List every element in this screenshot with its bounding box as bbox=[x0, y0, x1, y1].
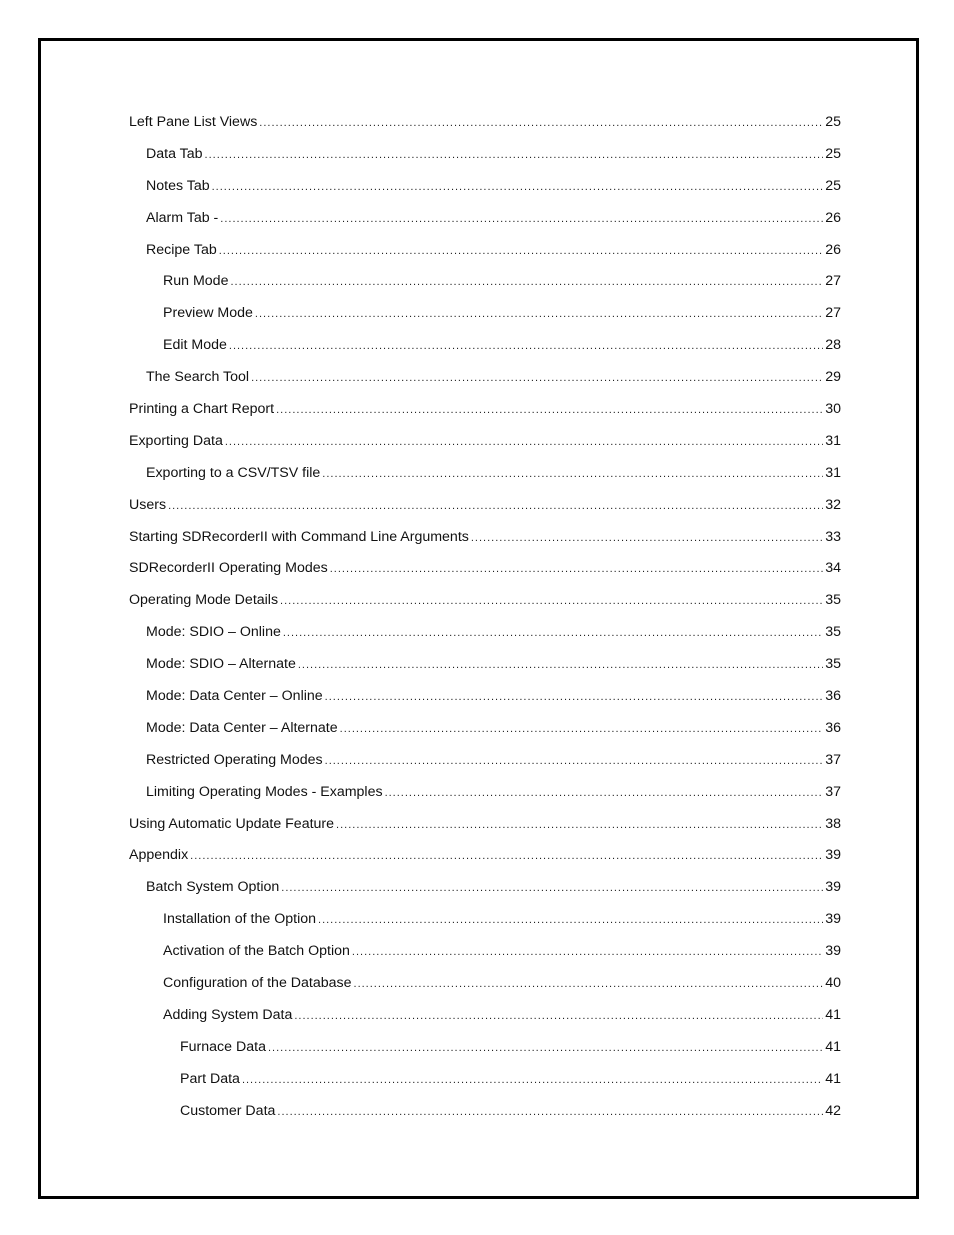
toc-entry-title: Printing a Chart Report bbox=[129, 401, 275, 418]
toc-dot-leader bbox=[322, 463, 823, 485]
toc-entry-page-number: 41 bbox=[825, 1070, 841, 1087]
toc-entry-page-number: 41 bbox=[825, 1038, 841, 1055]
toc-entry-title: Installation of the Option bbox=[163, 911, 317, 928]
toc-entry[interactable] bbox=[129, 749, 841, 781]
toc-entry-page-number: 26 bbox=[825, 241, 841, 258]
toc-entry-page-number: 31 bbox=[825, 432, 841, 449]
toc-entry[interactable] bbox=[129, 940, 841, 972]
toc-entry-title: Users bbox=[129, 496, 167, 513]
toc-entry[interactable] bbox=[129, 462, 841, 494]
toc-entry[interactable] bbox=[129, 1100, 841, 1132]
toc-dot-leader bbox=[229, 335, 823, 357]
toc-dot-leader bbox=[385, 782, 824, 804]
toc-entry-title: Starting SDRecorderII with Command Line Arguments bbox=[129, 528, 469, 545]
toc-entry[interactable] bbox=[129, 366, 841, 398]
toc-dot-leader bbox=[276, 399, 823, 421]
toc-entry-page-number: 30 bbox=[825, 401, 841, 418]
toc-dot-leader bbox=[354, 973, 824, 995]
toc-entry-page-number: 34 bbox=[825, 560, 841, 577]
toc-dot-leader bbox=[205, 144, 824, 166]
toc-entry-page-number: 40 bbox=[825, 975, 841, 992]
toc-dot-leader bbox=[340, 718, 824, 740]
toc-entry[interactable] bbox=[129, 1004, 841, 1036]
toc-entry-title: SDRecorderII Operating Modes bbox=[129, 560, 328, 577]
toc-entry-page-number: 37 bbox=[825, 783, 841, 800]
toc-dot-leader bbox=[471, 527, 823, 549]
toc-entry-title: Data Tab bbox=[146, 145, 203, 162]
toc-entry-page-number: 32 bbox=[825, 496, 841, 513]
toc-dot-leader bbox=[230, 271, 823, 293]
toc-entry-page-number: 25 bbox=[825, 145, 841, 162]
toc-entry[interactable] bbox=[129, 334, 841, 366]
toc-entry[interactable] bbox=[129, 813, 841, 845]
toc-entry-page-number: 27 bbox=[825, 305, 841, 322]
toc-dot-leader bbox=[190, 845, 823, 867]
toc-entry[interactable] bbox=[129, 494, 841, 526]
toc-dot-leader bbox=[268, 1037, 823, 1059]
toc-entry-page-number: 36 bbox=[825, 719, 841, 736]
toc-entry[interactable] bbox=[129, 876, 841, 908]
toc-dot-leader bbox=[325, 750, 824, 772]
toc-entry-page-number: 38 bbox=[825, 815, 841, 832]
toc-entry-page-number: 41 bbox=[825, 1006, 841, 1023]
toc-dot-leader bbox=[336, 814, 823, 836]
toc-entry-page-number: 39 bbox=[825, 911, 841, 928]
toc-entry-page-number: 31 bbox=[825, 464, 841, 481]
toc-entry-title: Appendix bbox=[129, 847, 189, 864]
toc-entry-title: Using Automatic Update Feature bbox=[129, 815, 335, 832]
toc-entry[interactable] bbox=[129, 717, 841, 749]
toc-entry[interactable] bbox=[129, 621, 841, 653]
toc-entry[interactable] bbox=[129, 143, 841, 175]
toc-entry-page-number: 37 bbox=[825, 751, 841, 768]
toc-dot-leader bbox=[280, 590, 823, 612]
toc-entry-title: Configuration of the Database bbox=[163, 975, 352, 992]
toc-entry[interactable] bbox=[129, 685, 841, 717]
toc-dot-leader bbox=[277, 1101, 823, 1123]
toc-dot-leader bbox=[294, 1005, 823, 1027]
toc-entry-title: The Search Tool bbox=[146, 369, 250, 386]
toc-dot-leader bbox=[283, 622, 823, 644]
toc-entry[interactable] bbox=[129, 430, 841, 462]
toc-entry-title: Run Mode bbox=[163, 273, 229, 290]
toc-entry-page-number: 33 bbox=[825, 528, 841, 545]
toc-dot-leader bbox=[281, 877, 823, 899]
toc-entry-page-number: 39 bbox=[825, 847, 841, 864]
toc-entry-title: Mode: SDIO – Alternate bbox=[146, 656, 296, 673]
toc-entry[interactable] bbox=[129, 302, 841, 334]
toc-dot-leader bbox=[225, 431, 823, 453]
toc-entry-title: Activation of the Batch Option bbox=[163, 943, 350, 960]
toc-entry[interactable] bbox=[129, 207, 841, 239]
toc-dot-leader bbox=[330, 558, 824, 580]
toc-entry-title: Notes Tab bbox=[146, 177, 210, 194]
toc-entry[interactable] bbox=[129, 111, 841, 143]
toc-entry[interactable] bbox=[129, 1036, 841, 1068]
toc-dot-leader bbox=[220, 208, 823, 230]
toc-entry-title: Exporting Data bbox=[129, 432, 223, 449]
toc-dot-leader bbox=[168, 495, 823, 517]
toc-entry-title: Furnace Data bbox=[180, 1038, 266, 1055]
toc-dot-leader bbox=[325, 686, 824, 708]
toc-entry-page-number: 39 bbox=[825, 879, 841, 896]
toc-entry[interactable] bbox=[129, 908, 841, 940]
toc-entry-page-number: 25 bbox=[825, 177, 841, 194]
toc-entry[interactable] bbox=[129, 1068, 841, 1100]
toc-entry[interactable] bbox=[129, 589, 841, 621]
toc-dot-leader bbox=[251, 367, 823, 389]
toc-entry[interactable] bbox=[129, 972, 841, 1004]
toc-entry-page-number: 26 bbox=[825, 209, 841, 226]
toc-entry[interactable] bbox=[129, 398, 841, 430]
toc-entry-page-number: 25 bbox=[825, 114, 841, 130]
toc-dot-leader bbox=[352, 941, 823, 963]
toc-entry-title: Operating Mode Details bbox=[129, 592, 279, 609]
toc-dot-leader bbox=[219, 240, 823, 262]
toc-entry-page-number: 35 bbox=[825, 624, 841, 641]
toc-dot-leader bbox=[298, 654, 823, 676]
toc-entry[interactable] bbox=[129, 844, 841, 876]
toc-dot-leader bbox=[318, 909, 823, 931]
toc-entry[interactable] bbox=[129, 526, 841, 558]
toc-entry-title: Alarm Tab - bbox=[146, 209, 219, 226]
toc-entry-title: Mode: SDIO – Online bbox=[146, 624, 281, 641]
toc-entry[interactable] bbox=[129, 239, 841, 271]
toc-entry-page-number: 42 bbox=[825, 1102, 841, 1119]
toc-entry-page-number: 36 bbox=[825, 688, 841, 705]
toc-entry-page-number: 29 bbox=[825, 369, 841, 386]
toc-entry-title: Limiting Operating Modes - Examples bbox=[146, 783, 383, 800]
toc-entry-title: Preview Mode bbox=[163, 305, 253, 322]
toc-entry[interactable] bbox=[129, 175, 841, 207]
toc-entry[interactable] bbox=[129, 781, 841, 813]
toc-entry-title: Mode: Data Center – Alternate bbox=[146, 719, 338, 736]
toc-entry-title: Restricted Operating Modes bbox=[146, 751, 323, 768]
toc-entry-page-number: 35 bbox=[825, 592, 841, 609]
toc-entry[interactable] bbox=[129, 270, 841, 302]
toc-entry-title: Edit Mode bbox=[163, 337, 227, 354]
toc-entry-page-number: 35 bbox=[825, 656, 841, 673]
toc-dot-leader bbox=[259, 112, 823, 134]
toc-entry-title: Recipe Tab bbox=[146, 241, 217, 258]
toc-entry-page-number: 39 bbox=[825, 943, 841, 960]
toc-entry-title: Left Pane List Views bbox=[129, 114, 258, 130]
toc-entry-page-number: 27 bbox=[825, 273, 841, 290]
toc-entry-title: Part Data bbox=[180, 1070, 240, 1087]
toc-dot-leader bbox=[255, 303, 823, 325]
toc-entry[interactable] bbox=[129, 557, 841, 589]
toc-entry-title: Mode: Data Center – Online bbox=[146, 688, 323, 705]
toc-dot-leader bbox=[242, 1069, 823, 1091]
table-of-contents bbox=[129, 111, 841, 1132]
toc-entry-title: Customer Data bbox=[180, 1102, 276, 1119]
toc-entry-title: Batch System Option bbox=[146, 879, 280, 896]
toc-entry[interactable] bbox=[129, 653, 841, 685]
toc-entry-title: Adding System Data bbox=[163, 1006, 293, 1023]
toc-entry-page-number: 28 bbox=[825, 337, 841, 354]
toc-dot-leader bbox=[212, 176, 824, 198]
toc-entry-title: Exporting to a CSV/TSV file bbox=[146, 464, 321, 481]
